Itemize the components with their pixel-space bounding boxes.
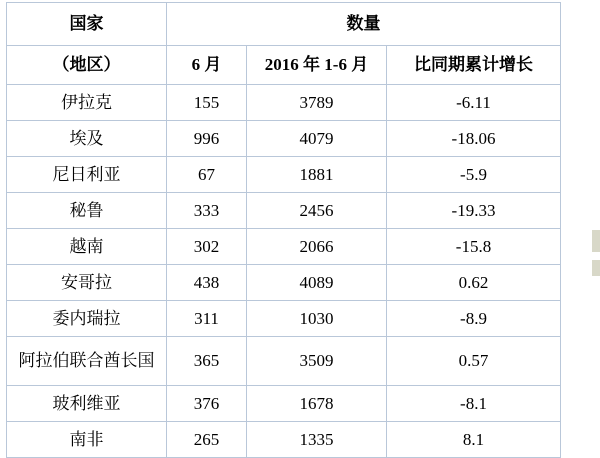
cell-growth: 8.1 — [387, 422, 561, 458]
table-header-row-1 — [7, 3, 561, 46]
cell-jun: 67 — [167, 157, 247, 193]
table-row — [7, 229, 561, 265]
cell-jun: 265 — [167, 422, 247, 458]
cell-half-year: 2066 — [247, 229, 387, 265]
cell-growth: -15.8 — [387, 229, 561, 265]
cell-half-year: 1678 — [247, 386, 387, 422]
table-row — [7, 422, 561, 458]
cell-country: 南非 — [7, 422, 167, 458]
cell-growth: -6.11 — [387, 85, 561, 121]
cell-jun: 155 — [167, 85, 247, 121]
header-sub-jun: 6 月 — [167, 46, 247, 85]
cell-growth: -19.33 — [387, 193, 561, 229]
table-row — [7, 265, 561, 301]
table-row — [7, 157, 561, 193]
right-edge-marker-2 — [592, 260, 600, 276]
cell-half-year: 4089 — [247, 265, 387, 301]
cell-country: 埃及 — [7, 121, 167, 157]
table-row — [7, 85, 561, 121]
data-table — [6, 2, 561, 458]
table-row — [7, 193, 561, 229]
cell-country: 安哥拉 — [7, 265, 167, 301]
header-country-line2: （地区） — [7, 46, 167, 85]
cell-jun: 333 — [167, 193, 247, 229]
cell-country: 伊拉克 — [7, 85, 167, 121]
cell-growth: 0.57 — [387, 337, 561, 386]
header-quantity: 数量 — [167, 3, 561, 46]
cell-country: 秘鲁 — [7, 193, 167, 229]
header-sub-growth: 比同期累计增长 — [387, 46, 561, 85]
spreadsheet-sheet — [0, 2, 600, 454]
cell-country: 阿拉伯联合酋长国 — [7, 337, 167, 386]
cell-growth: -18.06 — [387, 121, 561, 157]
cell-half-year: 3789 — [247, 85, 387, 121]
cell-country: 尼日利亚 — [7, 157, 167, 193]
cell-growth: -5.9 — [387, 157, 561, 193]
cell-half-year: 4079 — [247, 121, 387, 157]
cell-jun: 376 — [167, 386, 247, 422]
cell-growth: -8.1 — [387, 386, 561, 422]
sheet-left-margin — [0, 2, 5, 454]
cell-jun: 311 — [167, 301, 247, 337]
cell-growth: -8.9 — [387, 301, 561, 337]
cell-half-year: 1881 — [247, 157, 387, 193]
cell-half-year: 2456 — [247, 193, 387, 229]
cell-country: 玻利维亚 — [7, 386, 167, 422]
cell-jun: 365 — [167, 337, 247, 386]
header-sub-half-year: 2016 年 1-6 月 — [247, 46, 387, 85]
table-row — [7, 121, 561, 157]
cell-jun: 302 — [167, 229, 247, 265]
cell-half-year: 1030 — [247, 301, 387, 337]
cell-half-year: 3509 — [247, 337, 387, 386]
cell-growth: 0.62 — [387, 265, 561, 301]
cell-country: 越南 — [7, 229, 167, 265]
header-country-line1: 国家 — [7, 3, 167, 46]
table-row — [7, 386, 561, 422]
table-row — [7, 301, 561, 337]
cell-half-year: 1335 — [247, 422, 387, 458]
cell-jun: 996 — [167, 121, 247, 157]
table-row — [7, 337, 561, 386]
cell-jun: 438 — [167, 265, 247, 301]
right-edge-marker-1 — [592, 230, 600, 252]
cell-country: 委内瑞拉 — [7, 301, 167, 337]
